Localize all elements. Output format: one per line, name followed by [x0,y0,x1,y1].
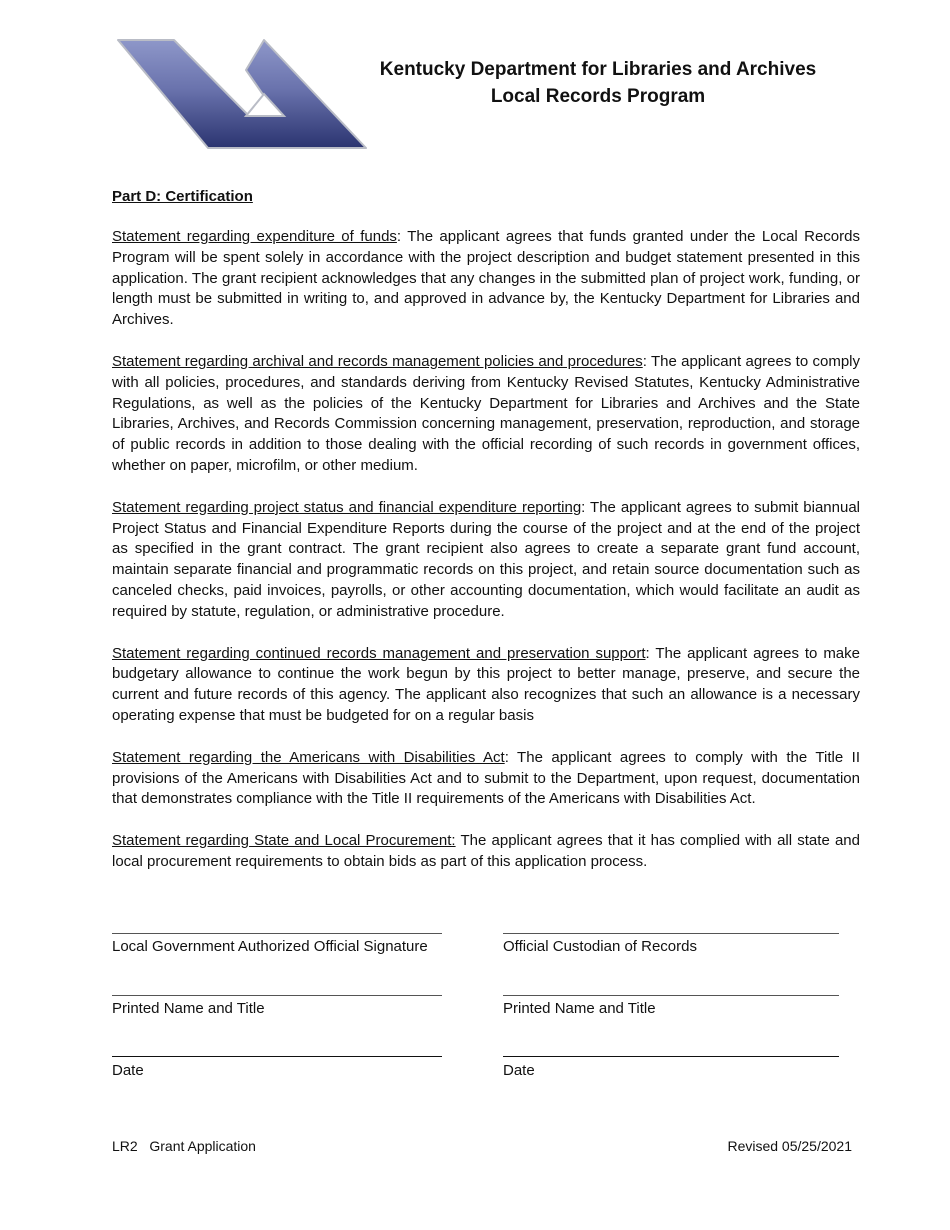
statement-procurement [112,831,860,873]
date-line-right[interactable] [503,1056,839,1057]
statement-body: : The applicant agrees that funds granted under the Local Records Program will be spent solely in accordance with the project description and budget statement presented in this application. The grant recipient acknowledges that any changes in the submitted plan of project work, funding, or length must be submitted in writing to, and approved in advance by, the Kentucky Department for Libraries and Archives. [112,228,860,329]
signature-label-left: Local Government Authorized Official Signature [112,938,428,955]
kdla-logo-icon [116,38,368,152]
signature-line-left[interactable] [112,933,442,934]
printed-name-line-right[interactable] [503,995,839,996]
document-header [372,56,824,110]
statement-continued-support [112,644,860,727]
statement-archival-policies [112,352,860,477]
statement-expenditure-of-funds [112,227,860,331]
statement-body: : The applicant agrees to comply with the Title II provisions of the Americans with Disabilities Act and to submit to the Department, upon request, documentation that demonstrates compliance with the Title II requirements of the Americans with Disabilities Act. [112,748,860,808]
agency-title: Kentucky Department for Libraries and Archives [379,59,817,80]
statement-body: : The applicant agrees to make budgetary allowance to continue the work begun by this project to better manage, preserve, and secure the current and future records of this agency. The applicant also recognizes that such an allowance is a necessary operating expense that must be budgeted for on a regular basis [112,644,860,724]
statement-body: The applicant agrees that it has complied with all state and local procurement requirements to obtain bids as part of this application process. [112,832,860,870]
signature-line-right[interactable] [503,933,839,934]
statement-heading: Statement regarding expenditure of funds [112,228,397,245]
statement-body: : The applicant agrees to submit biannual Project Status and Financial Expenditure Reports during the course of the project and at the end of the project as specified in the grant contract. The grant recipient also agrees to create a separate grant fund account, maintain separate financial and programmatic records on this project, and retain source documentation such as canceled checks, paid invoices, payrolls, or other accounting documentation, which would facilitate an audit as required by statute, regulation, or administrative procedure. [112,498,860,620]
statement-heading: Statement regarding project status and financial expenditure reporting [112,498,582,516]
statement-ada [112,748,860,810]
statement-heading: Statement regarding the Americans with Disabilities Act [112,748,505,766]
printed-name-line-left[interactable] [112,995,442,996]
date-label-left: Date [112,1062,144,1079]
date-label-right: Date [503,1062,535,1079]
signature-label-right: Official Custodian of Records [503,938,697,955]
footer-form-id: LR2 Grant Application [112,1138,256,1154]
printed-name-label-left: Printed Name and Title [112,1000,265,1017]
footer-revised-date: Revised 05/25/2021 [727,1138,852,1154]
statement-heading: Statement regarding State and Local Procurement: [112,832,456,850]
statement-body: : The applicant agrees to comply with all policies, procedures, and standards deriving from Kentucky Revised Statutes, Kentucky Administrative Regulations, as well as the policies of the Kentucky Department for Libraries and Archives and the State Libraries, Archives, and Records Commission concerning management, preservation, reproduction, and storage of public records in addition to those dealing with the official recording of such records in government offices, whether on paper, microfilm, or other medium. [112,352,861,474]
program-title: Local Records Program [490,86,706,107]
statement-heading: Statement regarding continued records management and preservation support [112,644,646,662]
statement-heading: Statement regarding archival and records management policies and procedures [112,352,643,370]
printed-name-label-right: Printed Name and Title [503,1000,656,1017]
date-line-left[interactable] [112,1056,442,1057]
section-title: Part D: Certification [112,188,253,205]
statement-status-reporting [112,498,860,623]
certification-section [112,186,860,894]
